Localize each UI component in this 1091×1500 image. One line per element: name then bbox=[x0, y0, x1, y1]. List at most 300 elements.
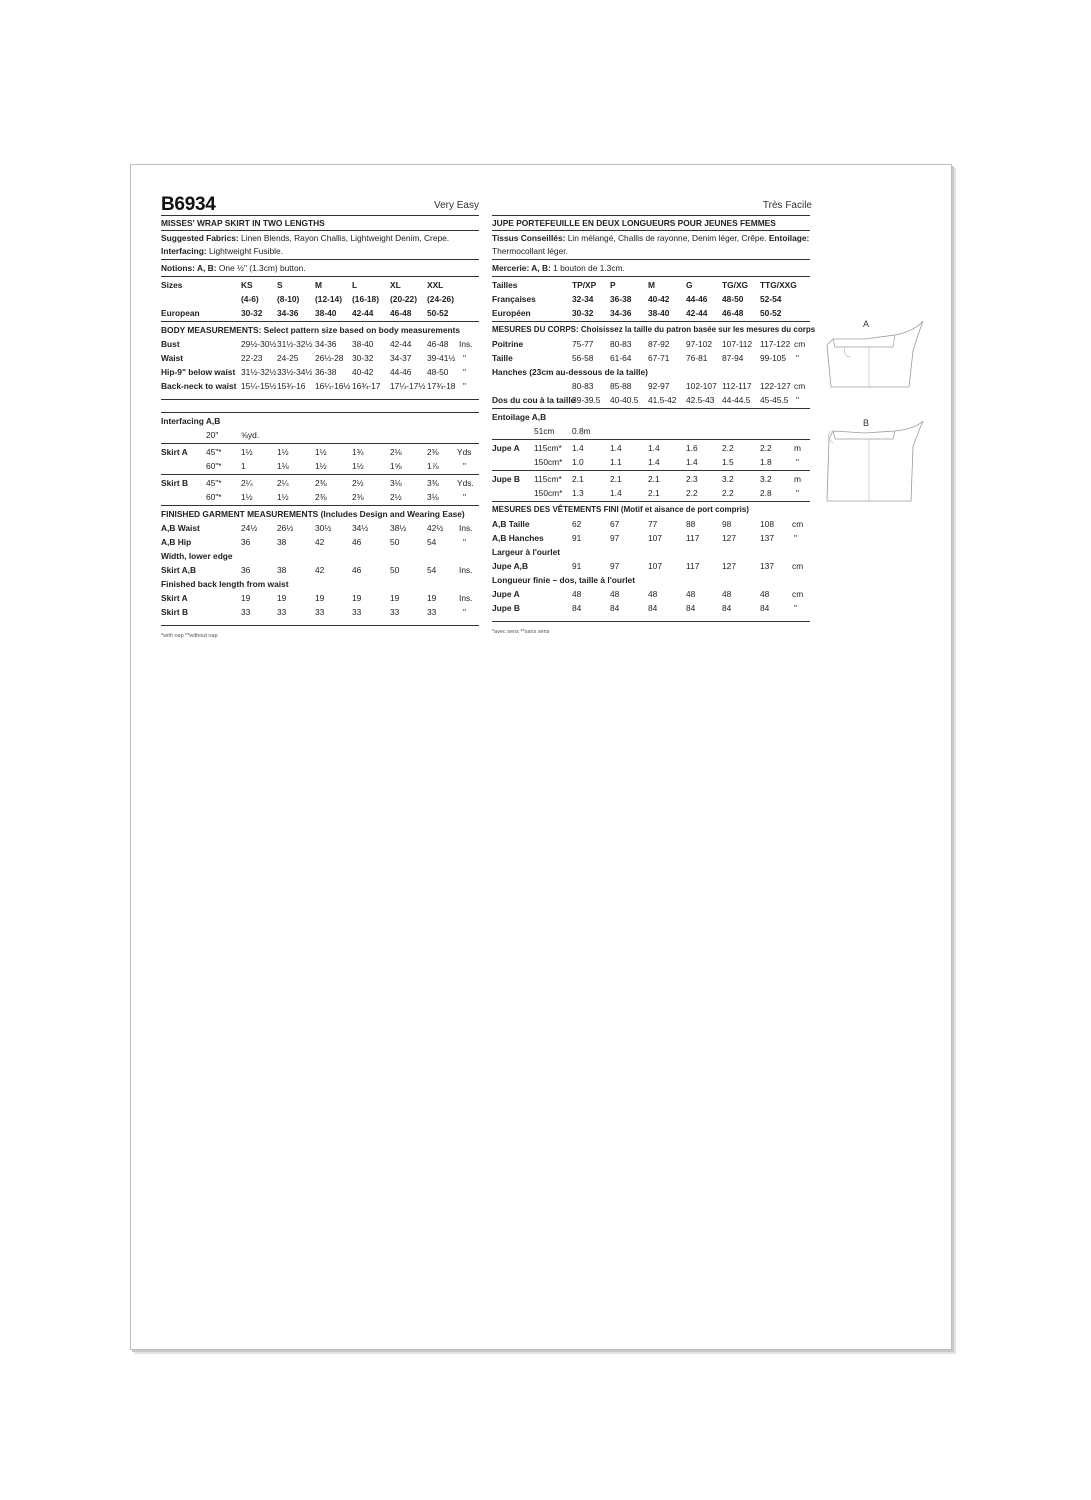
cell: 31½-32½ bbox=[277, 339, 313, 349]
cell: 87-94 bbox=[722, 353, 744, 363]
interfacing-label: Entoilage: bbox=[768, 233, 810, 243]
unit: " bbox=[794, 603, 797, 613]
cell: 1.5 bbox=[722, 457, 734, 467]
size-cell: 36-38 bbox=[610, 294, 632, 304]
row-label: Skirt B bbox=[161, 607, 188, 617]
body-measurements-block bbox=[492, 322, 816, 409]
size-cell: G bbox=[686, 280, 693, 290]
footnote: *with nap **without nap bbox=[161, 633, 218, 639]
sizes-label: Sizes bbox=[161, 280, 183, 290]
cell: 34-37 bbox=[390, 353, 412, 363]
size-cell: 48-50 bbox=[722, 294, 744, 304]
row-label: Jupe A bbox=[492, 589, 520, 599]
row-label: Skirt A,B bbox=[161, 565, 197, 575]
cell: 1½ bbox=[277, 492, 289, 502]
european-label: Européen bbox=[492, 308, 531, 318]
size-cell: (12-14) bbox=[315, 294, 342, 304]
interfacing-title: Interfacing A,B bbox=[161, 416, 221, 426]
cell: 1½ bbox=[241, 447, 253, 457]
cell: 2.1 bbox=[610, 474, 622, 484]
cell: 2.1 bbox=[572, 474, 584, 484]
finished-row bbox=[161, 563, 479, 577]
yardage-row bbox=[492, 486, 810, 500]
cell: 91 bbox=[572, 561, 582, 571]
cell: 80-83 bbox=[572, 381, 594, 391]
cell: 19 bbox=[277, 593, 287, 603]
size-row bbox=[492, 278, 810, 292]
body-measurements-title: MESURES DU CORPS: Choisissez la taille du patron basée sur les mesures du corps bbox=[492, 325, 816, 334]
size-cell: 34-36 bbox=[277, 308, 299, 318]
finished-row bbox=[492, 531, 810, 545]
size-cell: S bbox=[277, 280, 283, 290]
fabrics-block bbox=[492, 231, 810, 260]
cell: 1.4 bbox=[610, 488, 622, 498]
size-cell: XL bbox=[390, 280, 401, 290]
finished-row bbox=[161, 521, 479, 535]
unit: " bbox=[796, 353, 799, 363]
cell: 2½ bbox=[390, 492, 402, 502]
longueur-title: Longueur finie – dos, taille à l'ourlet bbox=[492, 575, 635, 585]
cell: 31½-32½ bbox=[241, 367, 277, 377]
cell: 26½ bbox=[277, 523, 294, 533]
interfacing-yardage-block bbox=[161, 412, 479, 444]
cell: 3.2 bbox=[760, 474, 772, 484]
unit: Ins. bbox=[459, 339, 473, 349]
cell: 33 bbox=[390, 607, 400, 617]
finished-row bbox=[161, 535, 479, 549]
notions-label: Mercerie: A, B: bbox=[492, 263, 551, 273]
cell: 112-117 bbox=[722, 381, 752, 391]
unit: cm bbox=[794, 381, 806, 391]
size-cell: 50-52 bbox=[427, 308, 449, 318]
row-label: Jupe B bbox=[492, 474, 520, 484]
cell: 46-48 bbox=[427, 339, 449, 349]
cell: 2.2 bbox=[760, 443, 772, 453]
cell: 1.8 bbox=[760, 457, 772, 467]
cell: 36 bbox=[241, 565, 251, 575]
cell: 117-122 bbox=[760, 339, 791, 349]
cell: 50 bbox=[390, 537, 400, 547]
unit: " bbox=[463, 381, 466, 391]
cell: 107 bbox=[648, 561, 662, 571]
cell: 1¾ bbox=[352, 447, 364, 457]
size-cell: 46-48 bbox=[390, 308, 412, 318]
cell: 48 bbox=[686, 589, 696, 599]
cell: 122-127 bbox=[760, 381, 791, 391]
cell: 50 bbox=[390, 565, 400, 575]
cell: 99-105 bbox=[760, 353, 787, 363]
cell: 19 bbox=[427, 593, 437, 603]
interfacing-row bbox=[492, 424, 810, 438]
notions-block bbox=[161, 260, 479, 277]
cell: 84 bbox=[686, 603, 696, 613]
cell: 2⅜ bbox=[315, 492, 327, 502]
width-cell: 115cm* bbox=[534, 474, 562, 484]
yardage-row bbox=[492, 455, 810, 469]
row-label: Hip-9" below waist bbox=[161, 367, 236, 377]
cell: 98 bbox=[722, 519, 732, 529]
cell: 42½ bbox=[427, 523, 444, 533]
cell: 30½ bbox=[315, 523, 332, 533]
cell: 2⅜ bbox=[315, 478, 327, 488]
row-label: Skirt B bbox=[161, 478, 188, 488]
row-label: Taille bbox=[492, 353, 513, 363]
row-label: A,B Hanches bbox=[492, 533, 544, 543]
largeur-title: Largeur à l'ourlet bbox=[492, 547, 561, 557]
row-label: A,B Taille bbox=[492, 519, 530, 529]
cell: 117 bbox=[686, 533, 700, 543]
cell: 46 bbox=[352, 565, 362, 575]
cell: 85-88 bbox=[610, 381, 632, 391]
unit: " bbox=[463, 367, 466, 377]
width-cell: 20" bbox=[206, 430, 219, 440]
size-cell: M bbox=[648, 280, 655, 290]
size-cell: L bbox=[352, 280, 358, 290]
cell: 127 bbox=[722, 561, 736, 571]
size-cell: M bbox=[315, 280, 322, 290]
cell: 3⅜ bbox=[427, 478, 439, 488]
row-label: A,B Waist bbox=[161, 523, 200, 533]
body-row bbox=[161, 351, 479, 365]
yardage-row bbox=[492, 472, 810, 486]
unit: cm bbox=[792, 561, 804, 571]
row-label: Waist bbox=[161, 353, 184, 363]
fabrics-text: Linen Blends, Rayon Challis, Lightweight Denim, Crepe. bbox=[241, 233, 450, 243]
cell: 1.4 bbox=[648, 457, 660, 467]
cell: 2⅜ bbox=[427, 447, 439, 457]
unit: Yds bbox=[457, 447, 472, 457]
unit: Ins. bbox=[459, 523, 473, 533]
unit: " bbox=[796, 395, 799, 405]
european-row bbox=[492, 306, 810, 320]
cell: 2¼ bbox=[277, 478, 289, 488]
unit: " bbox=[463, 353, 466, 363]
body-measurements-title: BODY MEASUREMENTS: Select pattern size based on body measurements bbox=[161, 325, 461, 335]
row-label: Back-neck to waist bbox=[161, 381, 237, 391]
unit: Ins. bbox=[459, 593, 473, 603]
difficulty-label: Very Easy bbox=[433, 200, 479, 211]
cell: 2⅛ bbox=[390, 447, 402, 457]
hanches-title: Hanches (23cm au-dessous de la taille) bbox=[492, 367, 648, 377]
cell: 67-71 bbox=[648, 353, 670, 363]
cell: 3⅛ bbox=[427, 492, 439, 502]
width-cell: 60"* bbox=[206, 492, 222, 502]
cell: 108 bbox=[760, 519, 774, 529]
cell: 1.3 bbox=[572, 488, 584, 498]
footnote: *avec sens **sans sens bbox=[492, 629, 550, 635]
pattern-envelope-back bbox=[130, 164, 952, 1350]
skirt-a-sketch bbox=[825, 317, 925, 389]
cell: 3⅛ bbox=[390, 478, 402, 488]
cell: 39-41½ bbox=[427, 353, 456, 363]
cell: 48 bbox=[610, 589, 620, 599]
cell: 38 bbox=[277, 537, 287, 547]
unit: " bbox=[463, 607, 466, 617]
cell: 39-39.5 bbox=[572, 395, 601, 405]
size-cell: 44-46 bbox=[686, 294, 708, 304]
row-label: Jupe A bbox=[492, 443, 520, 453]
sizes-block bbox=[161, 277, 479, 322]
skirt-a-yardage bbox=[161, 444, 479, 475]
cell: 76-81 bbox=[686, 353, 708, 363]
row-label: Skirt A bbox=[161, 593, 188, 603]
size-cell: KS bbox=[241, 280, 253, 290]
jupe-b-yardage bbox=[492, 471, 810, 502]
body-row bbox=[492, 393, 810, 407]
finished-row bbox=[492, 587, 810, 601]
cell: 1.4 bbox=[686, 457, 698, 467]
header bbox=[161, 193, 479, 216]
cell: 87-92 bbox=[648, 339, 670, 349]
size-cell: P bbox=[610, 280, 616, 290]
unit: " bbox=[796, 457, 799, 467]
unit: m bbox=[794, 443, 801, 453]
cell: 17¾-18 bbox=[427, 381, 456, 391]
cell: 117 bbox=[686, 561, 700, 571]
yardage-row bbox=[161, 476, 479, 490]
cell: 107-112 bbox=[722, 339, 753, 349]
cell: 1 bbox=[241, 461, 246, 471]
cell: 97 bbox=[610, 533, 620, 543]
cell: 1.0 bbox=[572, 457, 584, 467]
cell: 15¼-15½ bbox=[241, 381, 277, 391]
cell: 42-44 bbox=[390, 339, 412, 349]
french-column bbox=[492, 193, 816, 639]
cell: 34-36 bbox=[315, 339, 337, 349]
size-cell: 38-40 bbox=[315, 308, 337, 318]
cell: 107 bbox=[648, 533, 662, 543]
size-cell: (20-22) bbox=[390, 294, 417, 304]
cell: 42.5-43 bbox=[686, 395, 715, 405]
cell: 33 bbox=[277, 607, 287, 617]
finished-measurements-block bbox=[492, 502, 810, 622]
size-cell: 52-54 bbox=[760, 294, 782, 304]
row-label: Poitrine bbox=[492, 339, 524, 349]
interfacing-label: Interfacing: bbox=[161, 246, 207, 256]
cell: 33 bbox=[241, 607, 251, 617]
cell: 102-107 bbox=[686, 381, 717, 391]
interfacing-text: Lightweight Fusible. bbox=[208, 246, 283, 256]
size-cell: TTG/XXG bbox=[760, 280, 797, 290]
cell: 22-23 bbox=[241, 353, 263, 363]
row-label: A,B Hip bbox=[161, 537, 192, 547]
cell: 33½-34½ bbox=[277, 367, 313, 377]
cell: 1.4 bbox=[648, 443, 660, 453]
cell: 56-58 bbox=[572, 353, 594, 363]
cell: 33 bbox=[352, 607, 362, 617]
size-cell: (24-26) bbox=[427, 294, 454, 304]
cell: 80-83 bbox=[610, 339, 632, 349]
body-row bbox=[492, 379, 810, 393]
cell: 17¼-17½ bbox=[390, 381, 426, 391]
finished-row bbox=[492, 517, 810, 531]
cell: 2.2 bbox=[722, 443, 734, 453]
francaises-row bbox=[492, 292, 810, 306]
size-cell: (4-6) bbox=[241, 294, 259, 304]
cell: 40-40.5 bbox=[610, 395, 639, 405]
finished-row bbox=[492, 559, 810, 573]
cell: 48 bbox=[572, 589, 582, 599]
size-cell: 50-52 bbox=[760, 308, 782, 318]
unit: cm bbox=[792, 519, 804, 529]
cell: 33 bbox=[427, 607, 437, 617]
cell: 34½ bbox=[352, 523, 369, 533]
cell: 19 bbox=[241, 593, 251, 603]
cell: 19 bbox=[352, 593, 362, 603]
cell: 16¼-16½ bbox=[315, 381, 351, 391]
cell: 33 bbox=[315, 607, 325, 617]
cell: 137 bbox=[760, 561, 774, 571]
body-row bbox=[492, 337, 810, 351]
cell: 48 bbox=[722, 589, 732, 599]
cell: 44-46 bbox=[390, 367, 412, 377]
unit: " bbox=[794, 533, 797, 543]
cell: 97-102 bbox=[686, 339, 713, 349]
cell: 48 bbox=[648, 589, 658, 599]
interfacing-yardage-block bbox=[492, 409, 810, 440]
finished-row bbox=[492, 601, 810, 615]
cell: 48 bbox=[760, 589, 770, 599]
cell: 1.6 bbox=[686, 443, 698, 453]
cell: 67 bbox=[610, 519, 620, 529]
notions-block bbox=[492, 260, 810, 277]
cell: 1.4 bbox=[610, 443, 622, 453]
body-row bbox=[161, 379, 479, 393]
width-cell: 45"* bbox=[206, 478, 222, 488]
cell: 30-32 bbox=[352, 353, 374, 363]
finished-measurements-block bbox=[161, 506, 479, 626]
cell: 1⅞ bbox=[427, 461, 439, 471]
difficulty-label: Très Facile bbox=[762, 200, 812, 211]
cell: 84 bbox=[572, 603, 582, 613]
size-cell: 46-48 bbox=[722, 308, 744, 318]
finished-row bbox=[161, 605, 479, 619]
francaises-label: Françaises bbox=[492, 294, 536, 304]
garment-title: JUPE PORTEFEUILLE EN DEUX LONGUEURS POUR JEUNES FEMMES bbox=[492, 216, 810, 231]
cell: 38 bbox=[277, 565, 287, 575]
size-cell: XXL bbox=[427, 280, 444, 290]
yardage-row bbox=[161, 445, 479, 459]
interfacing-row bbox=[161, 428, 479, 442]
yardage-row bbox=[492, 441, 810, 455]
size-cell: 38-40 bbox=[648, 308, 670, 318]
cell: 24½ bbox=[241, 523, 258, 533]
cell: 36 bbox=[241, 537, 251, 547]
cell: 42 bbox=[315, 537, 325, 547]
interfacing-text: Thermocollant léger. bbox=[492, 246, 568, 256]
cell: 2.2 bbox=[722, 488, 734, 498]
english-column bbox=[161, 193, 479, 643]
size-cell: 30-32 bbox=[241, 308, 263, 318]
notions-label: Notions: A, B: bbox=[161, 263, 217, 273]
fabrics-block bbox=[161, 231, 479, 260]
notions-text: One ½" (1.3cm) button. bbox=[218, 263, 306, 273]
size-cell: 42-44 bbox=[352, 308, 374, 318]
cell: 1.4 bbox=[572, 443, 584, 453]
size-cell: 32-34 bbox=[572, 294, 594, 304]
sizes-block bbox=[492, 277, 810, 322]
unit: Yds. bbox=[457, 478, 474, 488]
header bbox=[492, 193, 810, 216]
cell: 38½ bbox=[390, 523, 407, 533]
cell: 127 bbox=[722, 533, 736, 543]
body-row bbox=[492, 351, 810, 365]
pattern-code: B6934 bbox=[161, 194, 216, 215]
row-label: Skirt A bbox=[161, 447, 188, 457]
cell: 44-44.5 bbox=[722, 395, 751, 405]
width-cell: 150cm* bbox=[534, 488, 563, 498]
unit: " bbox=[463, 537, 466, 547]
cell: 137 bbox=[760, 533, 774, 543]
size-cell: (8-10) bbox=[277, 294, 300, 304]
cell: 97 bbox=[610, 561, 620, 571]
yardage-row bbox=[161, 459, 479, 473]
cell: 15¾-16 bbox=[277, 381, 306, 391]
width-cell: 150cm* bbox=[534, 457, 563, 467]
size-cell: (16-18) bbox=[352, 294, 379, 304]
cell: 1½ bbox=[315, 447, 327, 457]
jupe-a-yardage bbox=[492, 440, 810, 471]
garment-title: MISSES' WRAP SKIRT IN TWO LENGTHS bbox=[161, 216, 479, 231]
unit: cm bbox=[794, 339, 806, 349]
view-a-label: A bbox=[863, 319, 870, 329]
cell: 2.1 bbox=[648, 488, 660, 498]
european-label: European bbox=[161, 308, 200, 318]
cell: 38-40 bbox=[352, 339, 374, 349]
cell: 41.5-42 bbox=[648, 395, 677, 405]
back-length-title: Finished back length from waist bbox=[161, 579, 289, 589]
cell: 92-97 bbox=[648, 381, 670, 391]
cell: 48-50 bbox=[427, 367, 449, 377]
cell: 2¼ bbox=[241, 478, 253, 488]
size-row bbox=[161, 278, 479, 292]
cell: 46 bbox=[352, 537, 362, 547]
unit: " bbox=[463, 461, 466, 471]
cell: 45-45.5 bbox=[760, 395, 789, 405]
sizes-label: Tailles bbox=[492, 280, 518, 290]
cell: 54 bbox=[427, 537, 437, 547]
size-cell: TP/XP bbox=[572, 280, 597, 290]
row-label: Jupe B bbox=[492, 603, 520, 613]
cell: 84 bbox=[760, 603, 770, 613]
width-lower-edge-title: Width, lower edge bbox=[161, 551, 233, 561]
body-row bbox=[161, 337, 479, 351]
size-cell: TG/XG bbox=[722, 280, 749, 290]
cell: 24-25 bbox=[277, 353, 299, 363]
cell: 2.8 bbox=[760, 488, 772, 498]
cell: 36-38 bbox=[315, 367, 337, 377]
cell: 3.2 bbox=[722, 474, 734, 484]
cell: 88 bbox=[686, 519, 696, 529]
body-measurements-block bbox=[161, 322, 479, 400]
cell: 19 bbox=[315, 593, 325, 603]
fabrics-label: Suggested Fabrics: bbox=[161, 233, 239, 243]
fabrics-label: Tissus Conseillés: bbox=[492, 233, 566, 243]
finished-title: MESURES DES VÊTEMENTS FINI (Motif et aisance de port compris) bbox=[492, 505, 749, 514]
notions-text: 1 bouton de 1.3cm. bbox=[553, 263, 625, 273]
fabrics-text: Lin mélangé, Challis de rayonne, Denim léger, Crêpe. bbox=[567, 233, 767, 243]
european-row bbox=[161, 306, 479, 320]
size-num-row bbox=[161, 292, 479, 306]
cell: 2⅜ bbox=[352, 492, 364, 502]
finished-row bbox=[161, 591, 479, 605]
cell: 29½-30½ bbox=[241, 339, 277, 349]
finished-title: FINISHED GARMENT MEASUREMENTS (Includes Design and Wearing Ease) bbox=[161, 509, 465, 519]
body-row bbox=[161, 365, 479, 379]
cell: 2.2 bbox=[686, 488, 698, 498]
cell: 61-64 bbox=[610, 353, 632, 363]
cell: 2½ bbox=[352, 478, 364, 488]
